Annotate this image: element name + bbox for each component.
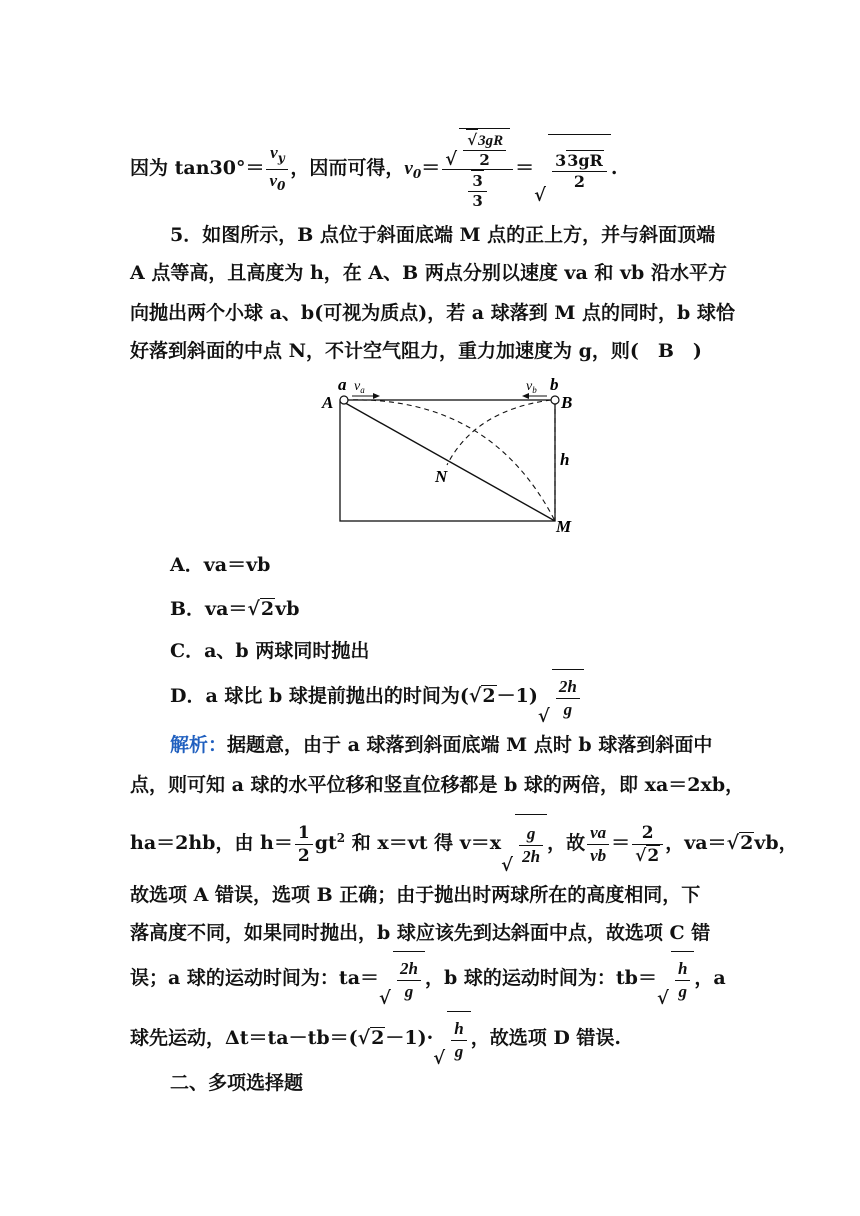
option-d: D．a 球比 b 球提前抛出的时间为(√2－1) √ $\frac{2h}{g}$ xyxy=(170,668,770,724)
option-b: B．va＝√2vb xyxy=(170,598,300,620)
question-line-2: A 点等高，且高度为 h，在 A、B 两点分别以速度 va 和 vb 沿水平方 xyxy=(130,262,727,284)
intro-lead: 因为 tan30°＝ xyxy=(130,157,265,179)
solution-line-1: 解析：据题意，由于 a 球落到斜面底端 M 点时 b 球落到斜面中 xyxy=(170,734,713,756)
label-vb: $v_b$ xyxy=(526,379,537,395)
question-line-3: 向抛出两个小球 a、b(可视为质点)，若 a 球落到 M 点的同时，b 球恰 xyxy=(130,302,735,324)
solution-line-7: 球先运动，Δt＝ta－tb＝(√2－1)· √ $\frac{h}{g}$ ，故选项 D 错误. xyxy=(130,1010,730,1066)
label-A: A xyxy=(322,393,334,412)
question-line-1: 5．如图所示，B 点位于斜面底端 M 点的正上方，并与斜面顶端 xyxy=(170,224,716,246)
label-B: B xyxy=(561,393,573,412)
option-c: C．a、b 两球同时抛出 xyxy=(170,640,370,662)
solution-line-4: 故选项 A 错误，选项 B 正确；由于抛出时两球所在的高度相同，下 xyxy=(130,884,701,906)
arrow-va-head xyxy=(373,393,380,399)
solution-line-2: 点，则可知 a 球的水平位移和竖直位移都是 b 球的两倍，即 xa＝2xb， xyxy=(130,774,745,796)
option-a: A．va＝vb xyxy=(170,554,271,576)
question-line-4: 好落到斜面的中点 N，不计空气阻力，重力加速度为 g，则( B ) xyxy=(130,340,702,362)
result-radical: √ $\frac{33gR}{2}$ xyxy=(534,134,611,205)
intro-mid: ，因而可得， xyxy=(290,157,405,179)
ball-a xyxy=(340,396,348,404)
ball-b xyxy=(551,396,559,404)
label-a: a xyxy=(338,375,347,394)
solution-line-5: 落高度不同，如果同时抛出，b 球应该先到达斜面中点，故选项 C 错 xyxy=(130,922,711,944)
solution-label: 解析： xyxy=(170,734,228,756)
incline-figure xyxy=(300,370,600,540)
label-h: h xyxy=(560,450,570,469)
tan-fraction: $\frac{v_y}{v_0}$ xyxy=(266,142,288,197)
trajectory-b xyxy=(447,400,551,465)
label-va: $v_a$ xyxy=(354,379,365,395)
solution-line-6: 误；a 球的运动时间为：ta＝ √ $\frac{2h}{g}$ ，b 球的运动时间为：tb＝ √ $\frac{h}{g}$ ，a xyxy=(130,950,730,1006)
intro-line: 因为 tan30°＝ $\frac{v_y}{v_0}$ ，因而可得，$v_0=$ √ $\frac{√3gR}{2}$ $\frac{3}{3}$ ＝ √ $\frac{33gR}{2}$ . xyxy=(130,128,730,198)
label-M: M xyxy=(556,517,572,536)
big-fraction: √ $\frac{√3gR}{2}$ $\frac{3}{3}$ xyxy=(442,128,513,210)
label-b: b xyxy=(550,375,559,394)
incline-surface xyxy=(340,400,555,521)
label-N: N xyxy=(435,467,448,486)
section-title: 二、多项选择题 xyxy=(170,1072,304,1094)
solution-line-3: ha＝2hb，由 h＝ $\frac{1}{2}$ $gt^2$ 和 x＝vt 得 v＝x √ $\frac{g}{2h}$ ，故 $\frac{va}{vb}$ ＝ $\frac{2}{√2}$ ，va＝√2vb， xyxy=(130,808,730,868)
